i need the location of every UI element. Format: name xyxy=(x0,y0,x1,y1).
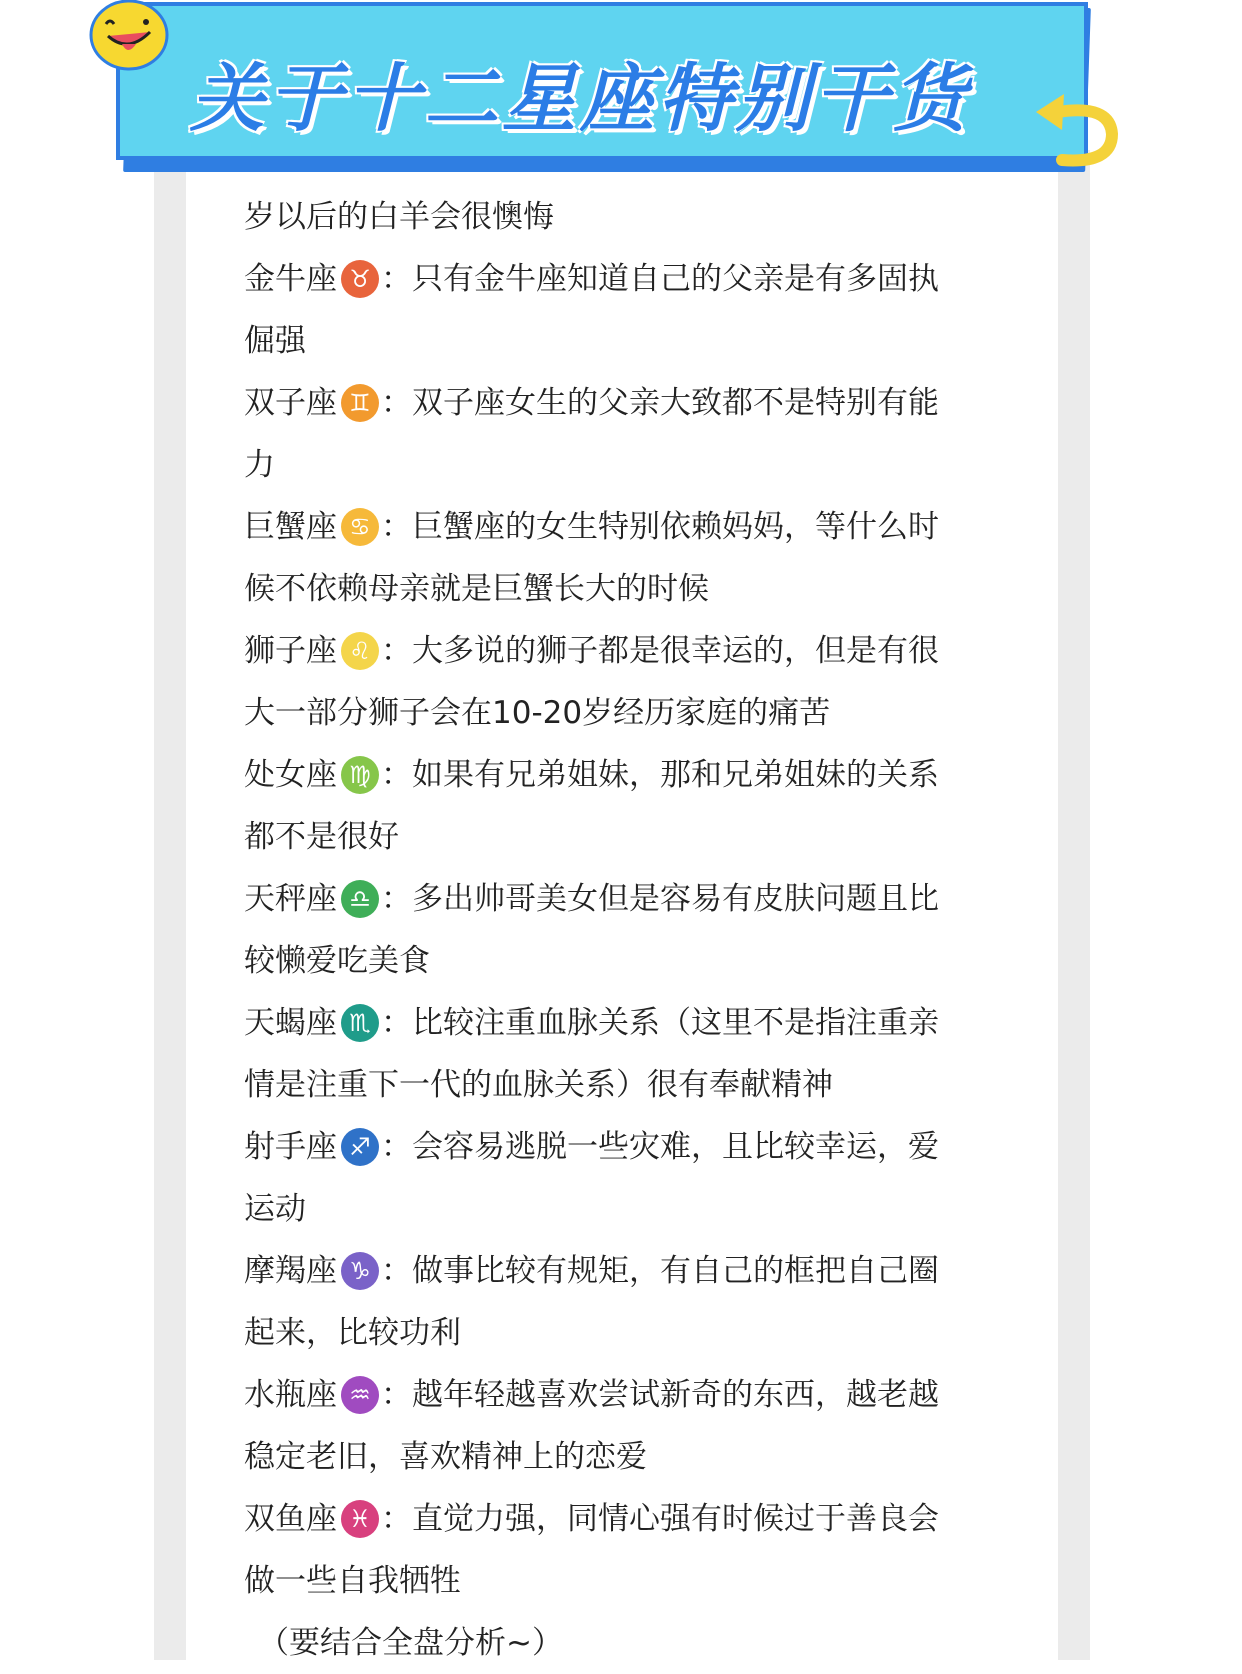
zodiac-description: ：会容易逃脱一些灾难，且比较幸运，爱 xyxy=(381,1129,939,1165)
zodiac-entry-line2 xyxy=(244,806,1014,868)
zodiac-text-content xyxy=(244,186,1014,1674)
zodiac-entry-line1 xyxy=(244,1488,1014,1550)
zodiac-sign-name: 射手座 xyxy=(244,1129,337,1165)
zodiac-sign-name: 双鱼座 xyxy=(244,1501,337,1537)
zodiac-description-continued: 候不依赖母亲就是巨蟹长大的时候 xyxy=(244,571,709,607)
zodiac-entry-line2 xyxy=(244,1302,1014,1364)
zodiac-description: ：直觉力强，同情心强有时候过于善良会 xyxy=(381,1501,939,1537)
zodiac-entry-line2 xyxy=(244,558,1014,620)
zodiac-description: ：如果有兄弟姐妹，那和兄弟姐妹的关系 xyxy=(381,757,939,793)
cancer-icon: ♋ xyxy=(341,508,379,546)
zodiac-sign-name: 天秤座 xyxy=(244,881,337,917)
gemini-icon: ♊ xyxy=(341,384,379,422)
zodiac-sign-name: 狮子座 xyxy=(244,633,337,669)
libra-icon: ♎ xyxy=(341,880,379,918)
banner-title: 关于十二星座特别干货 xyxy=(190,56,970,142)
virgo-icon: ♍ xyxy=(341,756,379,794)
zodiac-entry-line2 xyxy=(244,930,1014,992)
zodiac-entry-line1 xyxy=(244,992,1014,1054)
zodiac-description: ：做事比较有规矩，有自己的框把自己圈 xyxy=(381,1253,939,1289)
capricorn-icon: ♑ xyxy=(341,1252,379,1290)
zodiac-description-continued: 倔强 xyxy=(244,323,306,359)
zodiac-description-continued: 做一些自我牺牲 xyxy=(244,1563,461,1599)
zodiac-description-continued: 都不是很好 xyxy=(244,819,399,855)
zodiac-entry-line2 xyxy=(244,682,1014,744)
zodiac-sign-name: 金牛座 xyxy=(244,261,337,297)
zodiac-entry-line1 xyxy=(244,496,1014,558)
taurus-icon: ♉ xyxy=(341,260,379,298)
smiley-face-icon xyxy=(88,0,170,72)
intro-text: 岁以后的白羊会很懊悔 xyxy=(244,199,554,235)
zodiac-entry-line1 xyxy=(244,1364,1014,1426)
zodiac-sign-name: 水瓶座 xyxy=(244,1377,337,1413)
aquarius-icon: ♒ xyxy=(341,1376,379,1414)
pisces-icon: ♓ xyxy=(341,1500,379,1538)
zodiac-entry-line2 xyxy=(244,1178,1014,1240)
zodiac-description: ：多出帅哥美女但是容易有皮肤问题且比 xyxy=(381,881,939,917)
left-side-strip xyxy=(154,150,186,1660)
scorpio-icon: ♏ xyxy=(341,1004,379,1042)
zodiac-entry-line2 xyxy=(244,310,1014,372)
zodiac-description: ：越年轻越喜欢尝试新奇的东西，越老越 xyxy=(381,1377,939,1413)
zodiac-description-continued: 稳定老旧，喜欢精神上的恋爱 xyxy=(244,1439,647,1475)
zodiac-description: ：大多说的狮子都是很幸运的，但是有很 xyxy=(381,633,939,669)
zodiac-description-continued: 力 xyxy=(244,447,275,483)
footer-note xyxy=(244,1612,1014,1674)
curved-arrow-icon xyxy=(1028,90,1120,174)
zodiac-sign-name: 双子座 xyxy=(244,385,337,421)
zodiac-entry-line1 xyxy=(244,868,1014,930)
footer-note-text: （要结合全盘分析~） xyxy=(258,1625,563,1661)
zodiac-entry-line2 xyxy=(244,1054,1014,1116)
zodiac-sign-name: 巨蟹座 xyxy=(244,509,337,545)
zodiac-description-continued: 运动 xyxy=(244,1191,306,1227)
zodiac-entry-line1 xyxy=(244,1240,1014,1302)
zodiac-sign-name: 处女座 xyxy=(244,757,337,793)
intro-line xyxy=(244,186,1014,248)
zodiac-entry-line2 xyxy=(244,1550,1014,1612)
sagittarius-icon: ♐ xyxy=(341,1128,379,1166)
zodiac-entry-line2 xyxy=(244,1426,1014,1488)
zodiac-entry-line1 xyxy=(244,248,1014,310)
zodiac-entry-line1 xyxy=(244,372,1014,434)
zodiac-entry-line2 xyxy=(244,434,1014,496)
zodiac-description-continued: 情是注重下一代的血脉关系）很有奉献精神 xyxy=(244,1067,833,1103)
zodiac-description: ：巨蟹座的女生特别依赖妈妈，等什么时 xyxy=(381,509,939,545)
zodiac-entry-line1 xyxy=(244,1116,1014,1178)
leo-icon: ♌ xyxy=(341,632,379,670)
zodiac-entry-line1 xyxy=(244,744,1014,806)
zodiac-sign-name: 摩羯座 xyxy=(244,1253,337,1289)
zodiac-description-continued: 较懒爱吃美食 xyxy=(244,943,430,979)
zodiac-sign-name: 天蝎座 xyxy=(244,1005,337,1041)
zodiac-entry-line1 xyxy=(244,620,1014,682)
zodiac-description: ：比较注重血脉关系（这里不是指注重亲 xyxy=(381,1005,939,1041)
zodiac-description-continued: 大一部分狮子会在10-20岁经历家庭的痛苦 xyxy=(244,695,831,731)
zodiac-description: ：只有金牛座知道自己的父亲是有多固执 xyxy=(381,261,939,297)
zodiac-description-continued: 起来，比较功利 xyxy=(244,1315,461,1351)
zodiac-description: ：双子座女生的父亲大致都不是特别有能 xyxy=(381,385,939,421)
right-side-strip xyxy=(1058,150,1090,1660)
